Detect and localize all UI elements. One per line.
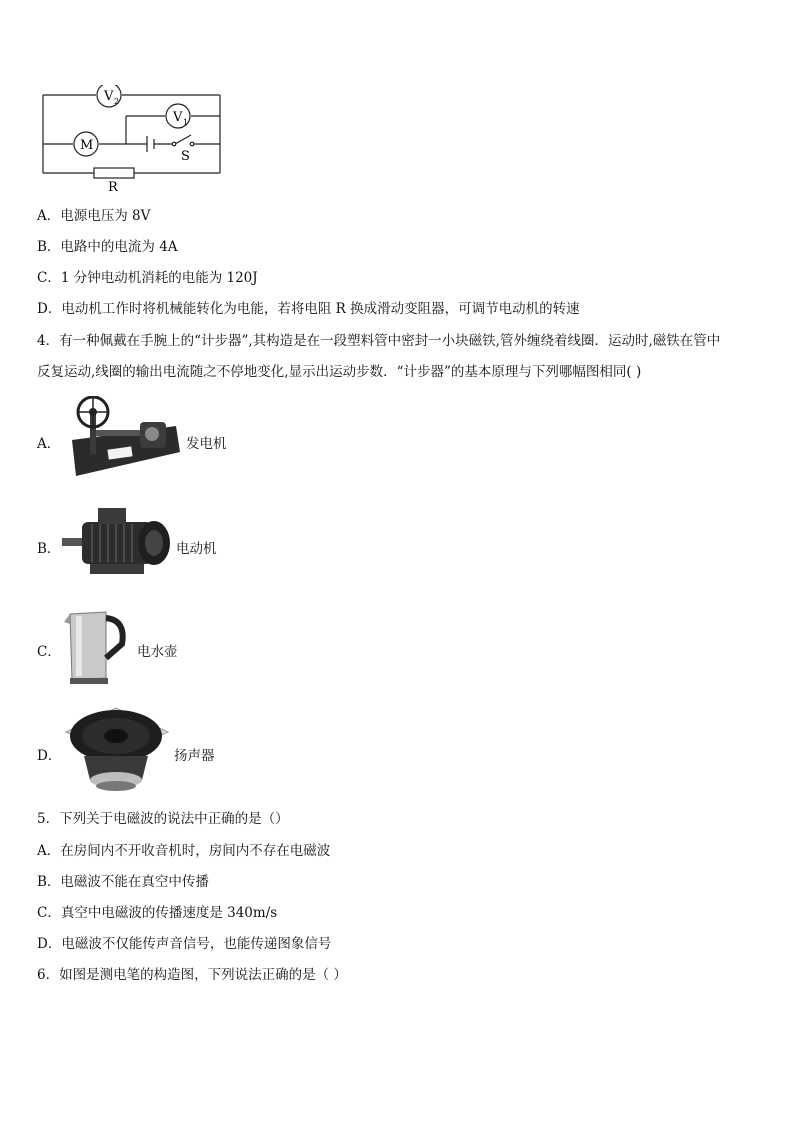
q4-stem-line2: 反复运动,线圈的输出电流随之不停地变化,显示出运动步数．“计步器”的基本原理与下列哪幅图相同( ) <box>37 364 642 380</box>
q3-option-a: A．电源电压为 8V <box>37 208 151 224</box>
q5-stem: 5．下列关于电磁波的说法中正确的是（） <box>37 811 289 827</box>
q3-option-c: C．1 分钟电动机消耗的电能为 120J <box>37 270 258 286</box>
q5-option-a: A．在房间内不开收音机时，房间内不存在电磁波 <box>37 843 331 859</box>
q4-option-c-text: 电水壶 <box>137 644 178 660</box>
v1-label: V <box>173 110 183 125</box>
motor-icon <box>62 504 174 582</box>
motor-label: M <box>80 138 94 153</box>
q4-option-d-text: 扬声器 <box>174 748 215 764</box>
generator-icon <box>66 396 182 480</box>
q4-option-d-label: D． <box>37 748 62 764</box>
q4-option-b-text: 电动机 <box>176 541 217 557</box>
q3-option-b: B．电路中的电流为 4A <box>37 239 178 255</box>
q4-option-c-label: C． <box>37 644 61 660</box>
q3-option-d: D．电动机工作时将机械能转化为电能，若将电阻 R 换成滑动变阻器，可调节电动机的转速 <box>37 301 580 317</box>
q4-stem-line1: 4．有一种佩戴在手腕上的“计步器”,其构造是在一段塑料管中密封一小块磁铁,管外缠绕着线圈．运动时,磁铁在管中 <box>37 333 721 349</box>
q5-option-d: D．电磁波不仅能传声音信号，也能传递图象信号 <box>37 936 332 952</box>
q4-option-b-label: B． <box>37 541 61 557</box>
q6-stem: 6．如图是测电笔的构造图，下列说法正确的是（ ） <box>37 967 347 983</box>
q5-option-b: B．电磁波不能在真空中传播 <box>37 874 209 890</box>
circuit-diagram <box>38 85 228 193</box>
v2-label: V <box>104 89 114 104</box>
v1-subscript: 1 <box>183 118 189 127</box>
q5-option-c: C．真空中电磁波的传播速度是 340m/s <box>37 905 278 921</box>
resistor-label: R <box>108 180 118 193</box>
v2-subscript: 2 <box>114 97 120 106</box>
kettle-icon <box>64 606 128 686</box>
switch-label: S <box>181 149 190 164</box>
q4-option-a-text: 发电机 <box>186 436 227 452</box>
speaker-icon <box>60 706 172 792</box>
q4-option-a-label: A． <box>37 436 61 452</box>
